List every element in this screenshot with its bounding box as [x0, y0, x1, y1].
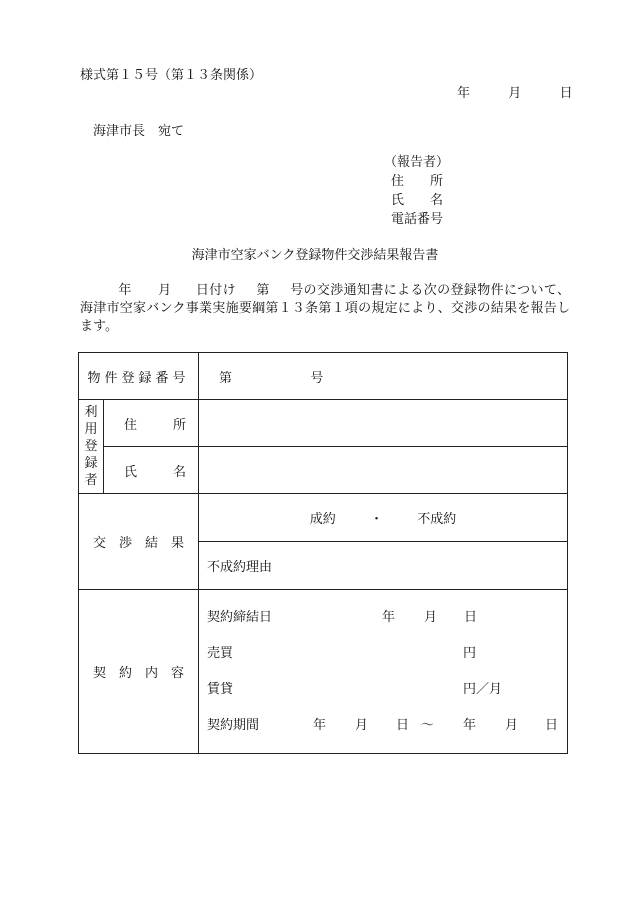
contract-period-label: 契約期間 — [207, 717, 260, 733]
user-address-label — [104, 400, 199, 447]
sale-line[interactable] — [199, 636, 567, 672]
registration-number-field[interactable] — [199, 353, 568, 400]
reporter-address-label: 住 所 — [391, 174, 444, 189]
user-label-char: 利 — [84, 405, 98, 420]
rent-line[interactable] — [199, 672, 567, 708]
registration-number-label: 物件登録番号 — [79, 353, 199, 400]
form-number: 様式第１５号（第１３条関係） — [80, 68, 263, 83]
sale-unit-label: 円 — [463, 645, 477, 661]
contract-date-label: 契約締結日 — [207, 609, 273, 625]
user-label-char: 録 — [84, 456, 98, 471]
user-name-label — [104, 447, 199, 494]
period-tilde: ～ — [421, 717, 435, 733]
period-start-year: 年 — [313, 717, 327, 733]
user-label-char: 用 — [84, 422, 98, 437]
period-end-month: 月 — [505, 717, 519, 733]
contract-period-line[interactable] — [199, 708, 567, 744]
body-year: 年 — [118, 283, 132, 298]
user-label-char: 者 — [84, 473, 98, 488]
contract-year-label: 年 — [382, 609, 396, 625]
contract-date-line[interactable] — [199, 600, 567, 636]
contract-row — [79, 590, 568, 754]
address-label-char: 住 — [124, 417, 138, 433]
body-no-prefix: 第 — [255, 283, 270, 298]
contract-month-label: 月 — [424, 609, 438, 625]
result-fail-option[interactable]: 不成約 — [417, 512, 457, 527]
property-report-table — [78, 352, 568, 754]
date-day-label: 日 — [559, 86, 573, 101]
period-start-day: 日 — [396, 717, 410, 733]
name-label-char: 名 — [173, 464, 187, 480]
reporter-name-label: 氏 名 — [391, 193, 444, 208]
period-start-month: 月 — [355, 717, 369, 733]
registration-row — [79, 353, 568, 400]
document-title: 海津市空家バンク登録物件交渉結果報告書 — [191, 248, 439, 263]
body-month: 月 — [157, 283, 172, 298]
addressee: 海津市長 宛て — [93, 124, 185, 139]
address-label-char: 所 — [173, 417, 187, 433]
result-success-option[interactable]: 成約 — [309, 512, 336, 527]
date-year-label: 年 — [457, 86, 471, 101]
body-date-suffix: 日付け — [195, 283, 236, 298]
reporter-block — [384, 153, 449, 229]
user-address-row — [79, 400, 568, 447]
registration-suffix: 号 — [310, 370, 324, 386]
result-choice-cell — [199, 494, 568, 542]
report-date — [457, 82, 573, 101]
user-label-char: 登 — [84, 439, 98, 454]
rent-label: 賃貸 — [207, 681, 234, 697]
user-address-field[interactable] — [199, 400, 568, 447]
reporter-heading: （報告者） — [384, 155, 450, 170]
registration-prefix: 第 — [219, 370, 233, 386]
registered-user-label — [79, 400, 104, 494]
user-name-field[interactable] — [199, 447, 568, 494]
body-paragraph — [80, 282, 570, 336]
fail-reason-field[interactable]: 不成約理由 — [199, 542, 568, 590]
contract-details-cell — [199, 590, 568, 754]
user-name-row — [79, 447, 568, 494]
period-end-year: 年 — [463, 717, 477, 733]
result-separator: ・ — [370, 512, 384, 527]
contract-day-label: 日 — [464, 609, 478, 625]
reporter-phone-label: 電話番号 — [391, 212, 444, 227]
period-end-day: 日 — [545, 717, 559, 733]
result-row — [79, 494, 568, 542]
contract-details-label: 契 約 内 容 — [79, 590, 199, 754]
name-label-char: 氏 — [124, 464, 138, 480]
date-month-label: 月 — [508, 86, 522, 101]
rent-unit-label: 円／月 — [463, 681, 503, 697]
body-text: 号の交渉通知書による次の登録物件について、海津市空家バンク事業実施要綱第１３条第１項の規定により、交渉の結果を報告します。 — [80, 283, 570, 334]
negotiation-result-label: 交 渉 結 果 — [79, 494, 199, 590]
sale-label: 売買 — [207, 645, 234, 661]
